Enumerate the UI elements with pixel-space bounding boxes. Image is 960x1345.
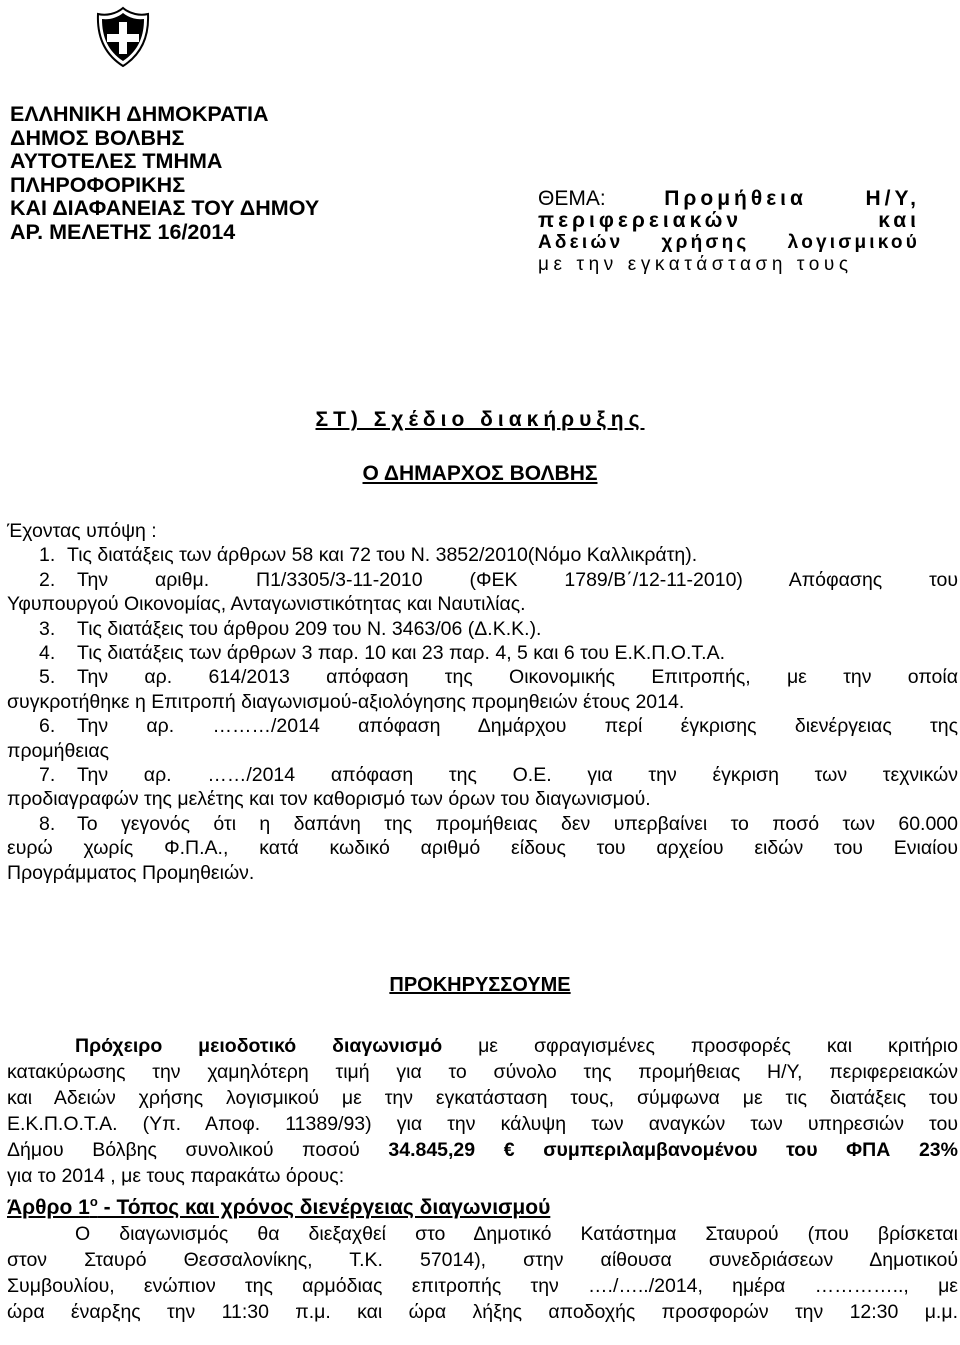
list-item-continuation: Υφυπουργού Οικονομίας, Ανταγωνιστικότητας και Ναυτιλίας. bbox=[7, 593, 526, 616]
subject-word: Προμήθεια bbox=[664, 187, 807, 210]
list-item: 5. Την αρ. 614/2013 απόφαση της Οικονομικής Επιτροπής, με την οποία bbox=[39, 666, 958, 689]
paragraph-line: Ε.Κ.Π.Ο.Τ.Α. (Υπ. Αποφ. 11389/93) για την κάλυψη των αναγκών των υπηρεσιών του bbox=[7, 1113, 958, 1135]
subject-word: Αδειών bbox=[538, 232, 624, 253]
considering-label: Έχοντας υπόψη : bbox=[7, 520, 157, 542]
list-item-continuation: συγκροτήθηκε η Επιτροπή διαγωνισμού-αξιολόγησης προμηθειών έτους 2014. bbox=[7, 690, 685, 713]
subject-word: χρήσης bbox=[661, 232, 750, 253]
subject-label: ΘΕΜΑ: bbox=[538, 187, 606, 210]
subject-word: Η/Υ, bbox=[865, 187, 920, 210]
article-1-line: Ο διαγωνισμός θα διεξαχθεί στο Δημοτικό Κατάστημα Σταυρού (που βρίσκεται bbox=[75, 1223, 958, 1245]
list-item: 6. Την αρ. ………/2014 απόφαση Δημάρχου περί έγκρισης διενέργειας της bbox=[39, 715, 958, 738]
paragraph-line: και Αδειών χρήσης λογισμικού με την εγκατάσταση τους, σύμφωνα με τις διατάξεις του bbox=[7, 1087, 958, 1109]
article-1-line: στον Σταυρό Θεσσαλονίκης, Τ.Κ. 57014), στην αίθουσα συνεδριάσεων Δημοτικού bbox=[7, 1249, 958, 1271]
list-item-continuation: Προγράμματος Προμηθειών. bbox=[7, 861, 255, 884]
list-item-continuation: ευρώ χωρίς Φ.Π.Α., κατά κωδικό αριθμό είδους του αρχείου ειδών του Ενιαίου bbox=[7, 837, 958, 860]
issuer-header bbox=[10, 103, 319, 244]
list-item: 4. Τις διατάξεις των άρθρων 3 παρ. 10 και 23 παρ. 4, 5 και 6 του Ε.Κ.Π.Ο.Τ.Α. bbox=[39, 642, 725, 665]
total-amount: 34.845,29 € συμπεριλαμβανομένου του ΦΠΑ 23% bbox=[388, 1139, 958, 1161]
header-line: ΚΑΙ ΔΙΑΦΑΝΕΙΑΣ ΤΟΥ ΔΗΜΟΥ bbox=[10, 196, 320, 220]
list-item: 1. Τις διατάξεις των άρθρων 58 και 72 του Ν. 3852/2010(Νόμο Καλλικράτη). bbox=[39, 544, 698, 567]
article-1-line: Συμβουλίου, ενώπιον της αρμόδιας επιτροπής την …./…../2014, ημέρα ………….., με bbox=[7, 1275, 958, 1297]
list-item-continuation: προδιαγραφών της μελέτης και τον καθορισμό των όρων του διαγωνισμού. bbox=[7, 788, 651, 811]
paragraph-line: Δήμου Βόλβης συνολικού ποσού 34.845,29 € συμπεριλαμβανομένου του ΦΠΑ 23% bbox=[7, 1139, 958, 1161]
subject-word: λογισμικού bbox=[787, 232, 920, 253]
header-line: ΠΛΗΡΟΦΟΡΙΚΗΣ bbox=[10, 172, 186, 197]
paragraph-line: Πρόχειρο μειοδοτικό διαγωνισμό με σφραγισμένες προσφορές και κριτήριο bbox=[75, 1035, 958, 1057]
subject-word: με την εγκατάσταση τους bbox=[538, 254, 853, 275]
subject-word: περιφερειακών bbox=[538, 209, 742, 232]
section-title: ΣΤ) Σχέδιο διακήρυξης bbox=[315, 408, 645, 431]
list-item: 7. Την αρ. ……/2014 απόφαση της Ο.Ε. για την έγκριση των τεχνικών bbox=[39, 764, 958, 787]
list-item: 8. Το γεγονός ότι η δαπάνη της προμήθειας δεν υπερβαίνει το ποσό των 60.000 bbox=[39, 812, 958, 835]
paragraph-line: για το 2014 , με τους παρακάτω όρους: bbox=[7, 1165, 345, 1187]
greek-coat-of-arms-icon bbox=[92, 6, 154, 68]
main-paragraph bbox=[7, 1033, 958, 1325]
mayor-title: Ο ΔΗΜΑΡΧΟΣ ΒΟΛΒΗΣ bbox=[362, 462, 598, 485]
subject-word: και bbox=[878, 209, 920, 232]
paragraph-line: κατακύρωσης την χαμηλότερη τιμή για το σύνολο της προμήθειας Η/Υ, περιφερειακών bbox=[7, 1061, 958, 1083]
subject-block bbox=[538, 188, 920, 276]
proclaim-heading: ΠΡΟΚΗΡΥΣΣΟΥΜΕ bbox=[389, 974, 571, 996]
header-line: ΕΛΛΗΝΙΚΗ ΔΗΜΟΚΡΑΤΙΑ bbox=[10, 102, 269, 126]
header-line: ΑΥΤΟΤΕΛΕΣ ΤΜΗΜΑ bbox=[10, 149, 223, 173]
contest-type: Πρόχειρο μειοδοτικό διαγωνισμό bbox=[75, 1035, 443, 1057]
header-line: ΑΡ. ΜΕΛΕΤΗΣ 16/2014 bbox=[10, 219, 236, 244]
list-item: 3. Τις διατάξεις του άρθρου 209 του Ν. 3463/06 (Δ.Κ.Κ.). bbox=[39, 617, 542, 640]
list-item: 2. Την αριθμ. Π1/3305/3-11-2010 (ΦΕΚ 1789/Β΄/12-11-2010) Απόφασης του bbox=[39, 568, 958, 591]
considerations bbox=[7, 519, 958, 885]
list-item-continuation: προμήθειας bbox=[7, 739, 110, 762]
article-1-line: ώρα έναρξης την 11:30 π.μ. και ώρα λήξης αποδοχής προσφορών την 12:30 μ.μ. bbox=[7, 1301, 958, 1323]
article-1-title: Άρθρο $1^o$ - Τόπος και χρόνος διενέργειας διαγωνισμού bbox=[7, 1194, 551, 1219]
header-line: ΔΗΜΟΣ ΒΟΛΒΗΣ bbox=[10, 125, 185, 150]
